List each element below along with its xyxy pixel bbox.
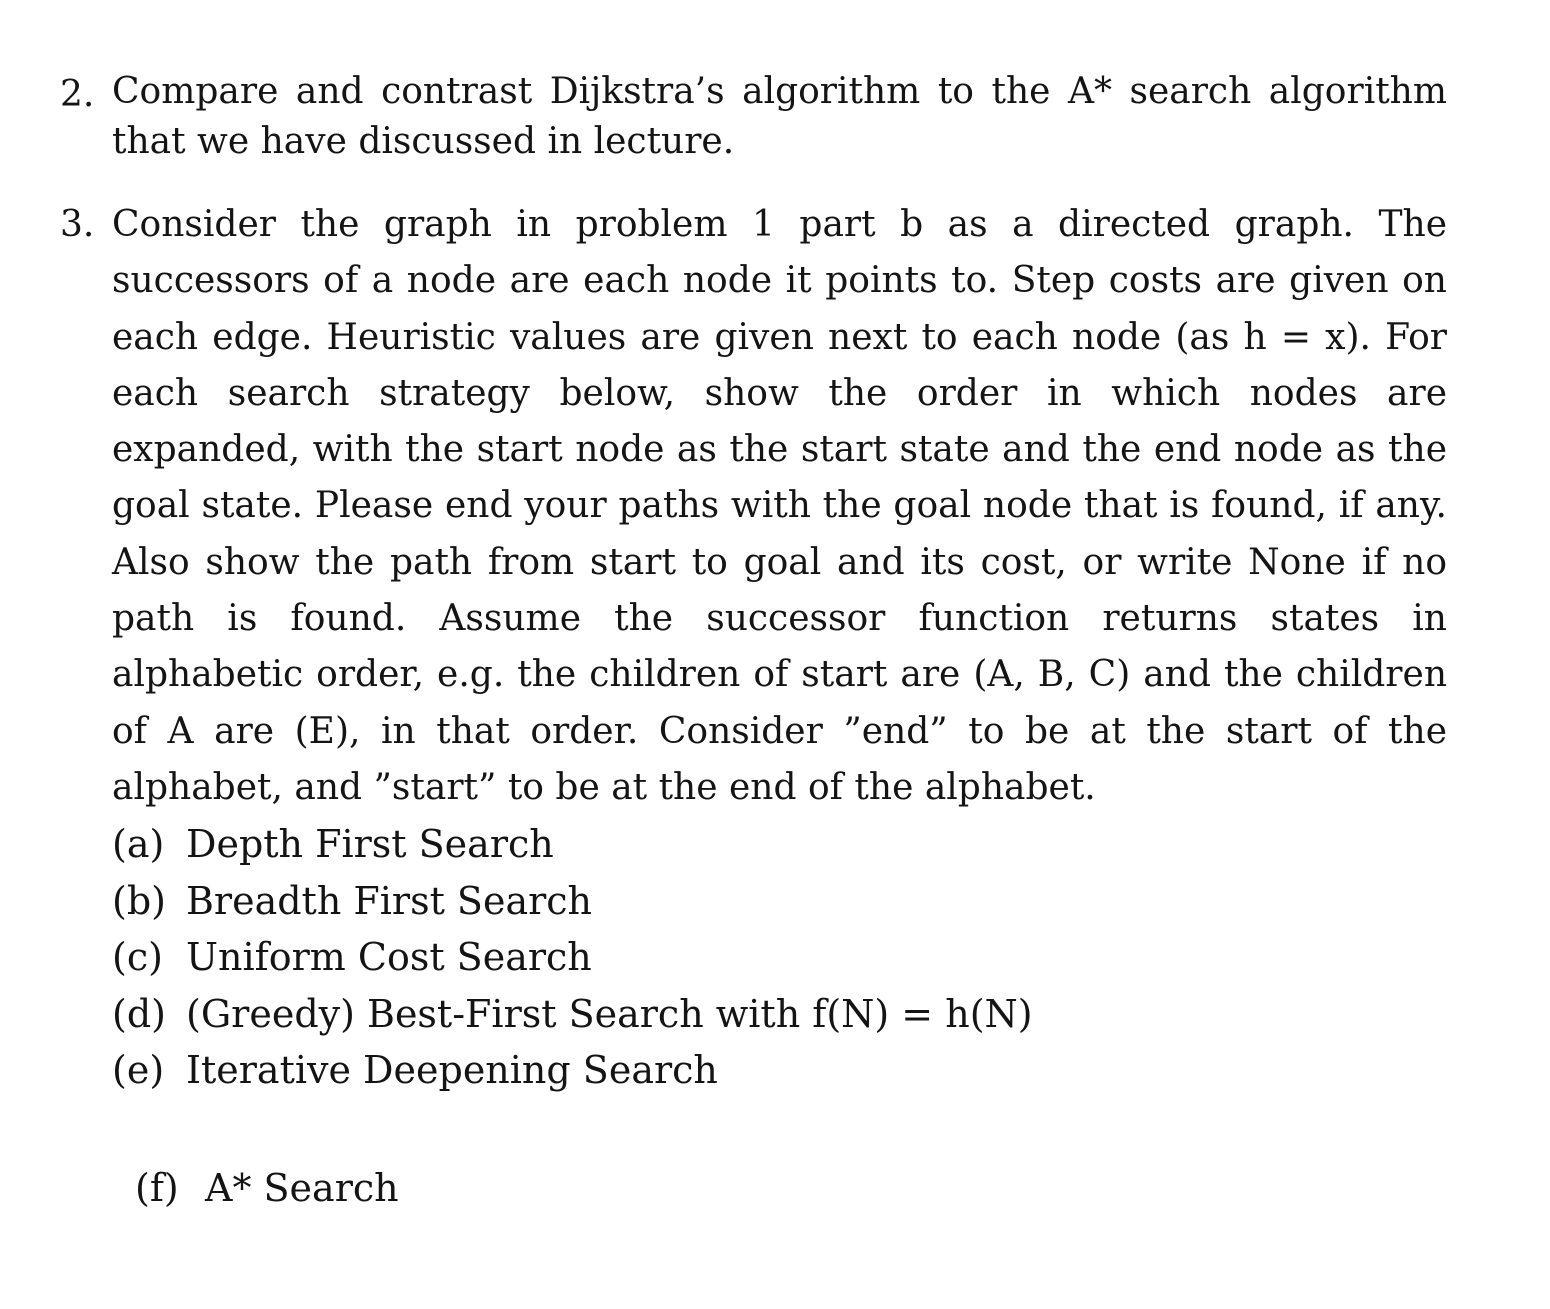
subpart-label: (c) bbox=[112, 935, 163, 980]
subpart-label: (a) bbox=[112, 822, 165, 866]
subpart-d bbox=[112, 986, 1112, 1043]
subpart-f bbox=[135, 1160, 399, 1216]
subpart-text: (Greedy) Best-First Search with f(N) = h(N) bbox=[186, 991, 1033, 1036]
subpart-label: (b) bbox=[112, 878, 166, 923]
subpart-label: (f) bbox=[135, 1166, 179, 1210]
subpart-list bbox=[112, 816, 1112, 1099]
subpart-text: Depth First Search bbox=[186, 822, 554, 866]
problem-number: 2. bbox=[60, 74, 95, 115]
subpart-b bbox=[112, 873, 1112, 930]
subpart-text: A* Search bbox=[205, 1166, 399, 1210]
problem-number: 3. bbox=[60, 204, 95, 245]
subpart-text: Breadth First Search bbox=[186, 878, 593, 923]
subpart-text: Iterative Deepening Search bbox=[186, 1048, 718, 1093]
subpart-text: Uniform Cost Search bbox=[186, 935, 592, 980]
subpart-e bbox=[112, 1042, 1112, 1099]
subpart-a bbox=[112, 816, 1112, 873]
problem-text: Compare and contrast Dijkstra’s algorithm to the A* search algorithm that we have discussed in lecture. bbox=[112, 71, 1447, 162]
subpart-c bbox=[112, 929, 1112, 986]
subpart-label: (d) bbox=[112, 991, 166, 1036]
problem-text: Consider the graph in problem 1 part b as a directed graph. The successors of a node are each node it points to. Step costs are given on each edge. Heuristic values are given next to each node (as h = x). For each search strategy below, show the order in which nodes are expanded, with the start node as the start state and the end node as the goal state. Please end your paths with the goal node that is found, if any. Also show the path from start to goal and its cost, or write None if no path is found. Assume the successor function returns states in alphabetic order, e.g. the children of start are (A, B, C) and the children of A are (E), in that order. Consider ”end” to be at the start of the alphabet, and ”start” to be at the end of the alphabet. bbox=[112, 204, 1447, 808]
subpart-label: (e) bbox=[112, 1048, 165, 1093]
